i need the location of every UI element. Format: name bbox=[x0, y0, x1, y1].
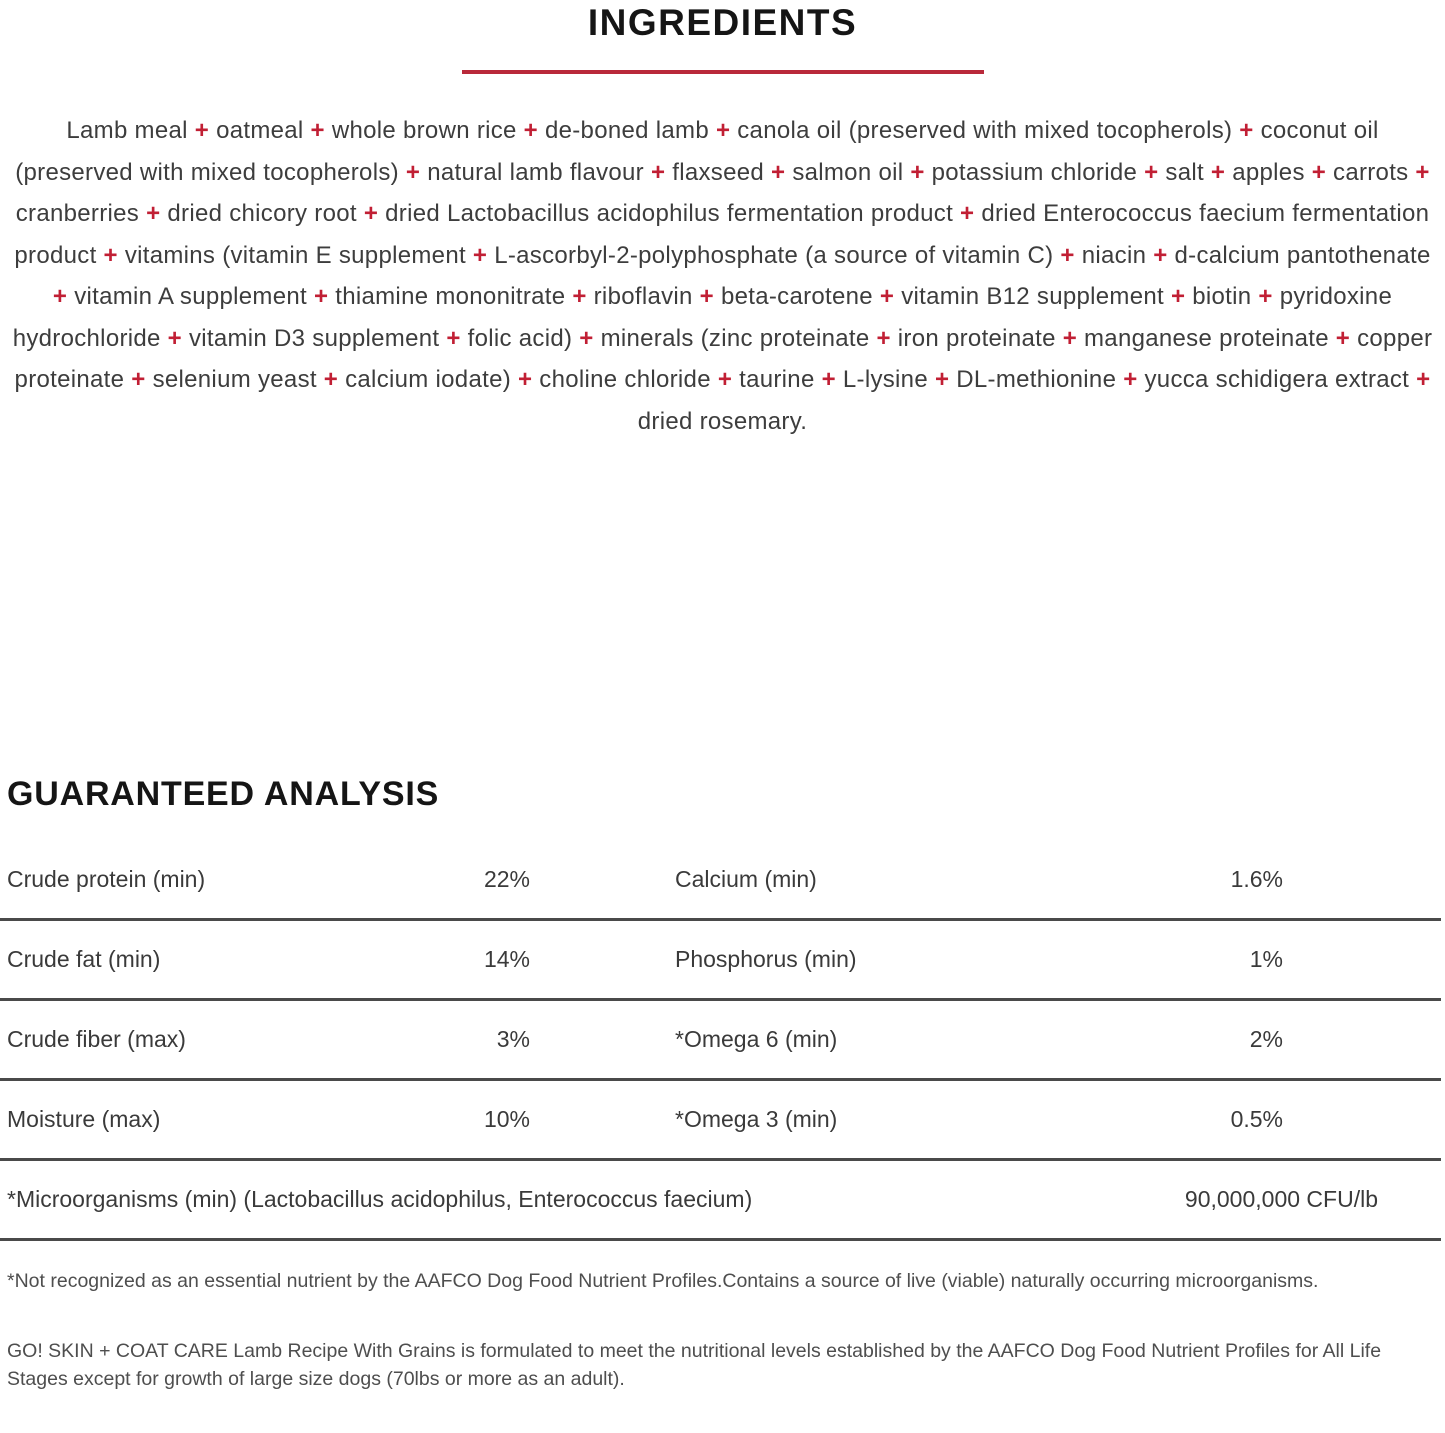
ingredient-item: salt bbox=[1165, 158, 1204, 186]
plus-separator: + bbox=[511, 366, 540, 393]
plus-separator: + bbox=[1328, 324, 1358, 352]
plus-separator: + bbox=[439, 324, 468, 352]
plus-separator: + bbox=[1055, 324, 1084, 352]
plus-separator: + bbox=[1304, 158, 1334, 186]
ingredient-item: carrots bbox=[1333, 158, 1409, 186]
plus-separator: + bbox=[953, 200, 982, 227]
ingredient-item: pyridoxine hydrochloride bbox=[12, 283, 1393, 352]
analysis-row bbox=[0, 865, 1441, 921]
analysis-label: Moisture (max) bbox=[7, 1106, 161, 1132]
analysis-row bbox=[0, 1001, 1441, 1081]
ingredient-item: dried Lactobacillus acidophilus fermentation product bbox=[385, 200, 954, 227]
plus-separator: + bbox=[565, 283, 594, 310]
analysis-label: Phosphorus (min) bbox=[675, 946, 857, 972]
ingredient-item: natural lamb flavour bbox=[427, 158, 644, 186]
plus-separator: + bbox=[710, 366, 740, 393]
plus-separator: + bbox=[708, 117, 738, 144]
guaranteed-analysis-table bbox=[0, 865, 1441, 1241]
ingredient-item: d-calcium pantothenate bbox=[1174, 241, 1431, 269]
analysis-label: Crude protein (min) bbox=[7, 866, 206, 892]
ingredient-item: potassium chloride bbox=[931, 158, 1138, 186]
ingredient-item: canola oil (preserved with mixed tocopherols) bbox=[737, 117, 1233, 144]
plus-separator: + bbox=[903, 158, 932, 186]
ingredient-item: manganese proteinate bbox=[1084, 324, 1329, 352]
analysis-row bbox=[0, 1081, 1441, 1161]
plus-separator: + bbox=[303, 117, 332, 144]
plus-separator: + bbox=[52, 283, 75, 310]
aafco-footnote: *Not recognized as an essential nutrient by the AAFCO Dog Food Nutrient Profiles.Contains a source of live (viable) naturally occurring microorganisms. bbox=[7, 1270, 1319, 1292]
plus-separator: + bbox=[160, 324, 189, 352]
plus-separator: + bbox=[872, 283, 902, 310]
plus-separator: + bbox=[96, 241, 125, 269]
analysis-pair-right bbox=[675, 865, 1283, 893]
ingredient-item: de-boned lamb bbox=[544, 117, 709, 144]
ingredient-item: folic acid) bbox=[467, 324, 573, 352]
analysis-value: 3% bbox=[496, 1026, 530, 1052]
ingredient-item: selenium yeast bbox=[152, 366, 317, 393]
ingredient-item: choline chloride bbox=[539, 366, 711, 393]
ingredient-item: vitamin B12 supplement bbox=[901, 283, 1164, 310]
ingredient-item: coconut oil (preserved with mixed tocopherols) bbox=[15, 117, 1379, 186]
ingredients-header bbox=[0, 0, 1445, 74]
ingredient-item: biotin bbox=[1192, 283, 1252, 310]
red-divider-rule bbox=[462, 70, 984, 74]
analysis-pair-left bbox=[0, 1025, 530, 1053]
aafco-statement: GO! SKIN + COAT CARE Lamb Recipe With Grains is formulated to meet the nutritional levels established by the AAFCO Dog Food Nutrient Profiles for All Life Stages except for growth of large size dogs (70lbs or more as an adult). bbox=[7, 1340, 1382, 1390]
analysis-pair-left bbox=[0, 865, 530, 893]
ingredient-item: cranberries bbox=[15, 200, 140, 227]
plus-separator: + bbox=[1163, 283, 1193, 310]
analysis-value: 1.6% bbox=[1230, 866, 1283, 892]
analysis-label: Crude fiber (max) bbox=[7, 1026, 186, 1052]
plus-separator: + bbox=[356, 200, 386, 227]
ingredient-item: taurine bbox=[739, 366, 815, 393]
ingredient-item: apples bbox=[1232, 158, 1305, 186]
plus-separator: + bbox=[398, 158, 428, 186]
plus-separator: + bbox=[814, 366, 843, 393]
plus-separator: + bbox=[1116, 366, 1145, 393]
ingredient-item: flaxseed bbox=[672, 158, 765, 186]
plus-separator: + bbox=[1053, 241, 1082, 269]
ingredient-item: calcium iodate) bbox=[345, 366, 512, 393]
plus-separator: + bbox=[1232, 117, 1261, 144]
analysis-label: *Omega 6 (min) bbox=[675, 1026, 838, 1052]
ingredient-item: vitamin D3 supplement bbox=[188, 324, 440, 352]
analysis-pair-right bbox=[675, 1105, 1283, 1133]
ingredient-item: L-ascorbyl-2-polyphosphate (a source of vitamin C) bbox=[494, 241, 1054, 269]
ingredient-item: vitamin A supplement bbox=[74, 283, 307, 310]
plus-separator: + bbox=[316, 366, 346, 393]
plus-separator: + bbox=[465, 241, 495, 269]
plus-separator: + bbox=[572, 324, 601, 352]
analysis-value: 90,000,000 CFU/lb bbox=[1184, 1186, 1378, 1212]
ingredient-item: DL-methionine bbox=[956, 366, 1117, 393]
ingredient-item: riboflavin bbox=[593, 283, 693, 310]
plus-separator: + bbox=[692, 283, 721, 310]
analysis-label: *Microorganisms (min) (Lactobacillus acidophilus, Enterococcus faecium) bbox=[7, 1186, 753, 1212]
guaranteed-analysis-title: GUARANTEED ANALYSIS bbox=[7, 775, 440, 813]
ingredient-item: thiamine mononitrate bbox=[335, 283, 566, 310]
plus-separator: + bbox=[187, 117, 217, 144]
analysis-value: 22% bbox=[483, 866, 530, 892]
ingredients-paragraph bbox=[0, 110, 1445, 442]
analysis-row bbox=[0, 1161, 1441, 1241]
plus-separator: + bbox=[1203, 158, 1233, 186]
plus-separator: + bbox=[764, 158, 793, 186]
ingredient-item: vitamins (vitamin E supplement bbox=[124, 241, 466, 269]
plus-separator: + bbox=[1146, 241, 1175, 269]
plus-separator: + bbox=[1408, 158, 1430, 186]
ingredient-item: dried chicory root bbox=[167, 200, 357, 227]
analysis-row bbox=[0, 921, 1441, 1001]
ingredient-item: minerals (zinc proteinate bbox=[600, 324, 870, 352]
ingredient-item: dried rosemary. bbox=[637, 407, 808, 435]
plus-separator: + bbox=[1409, 366, 1431, 393]
ingredient-item: beta-carotene bbox=[720, 283, 873, 310]
analysis-value: 1% bbox=[1249, 946, 1283, 972]
analysis-pair-left bbox=[0, 1105, 530, 1133]
ingredient-item: Lamb meal bbox=[66, 117, 188, 144]
ingredient-item: yucca schidigera extract bbox=[1144, 366, 1410, 393]
plus-separator: + bbox=[927, 366, 957, 393]
analysis-value: 14% bbox=[483, 946, 530, 972]
ingredient-item: iron proteinate bbox=[897, 324, 1056, 352]
plus-separator: + bbox=[869, 324, 898, 352]
analysis-pair-left bbox=[0, 945, 530, 973]
ingredient-item: whole brown rice bbox=[331, 117, 517, 144]
analysis-value: 2% bbox=[1249, 1026, 1283, 1052]
analysis-value: 10% bbox=[483, 1106, 530, 1132]
plus-separator: + bbox=[1251, 283, 1280, 310]
analysis-pair-wide bbox=[0, 1185, 1378, 1213]
plus-separator: + bbox=[516, 117, 545, 144]
ingredient-item: dried Enterococcus faecium fermentation product bbox=[14, 200, 1430, 269]
analysis-label: Calcium (min) bbox=[675, 866, 817, 892]
plus-separator: + bbox=[1137, 158, 1166, 186]
plus-separator: + bbox=[124, 366, 153, 393]
analysis-value: 0.5% bbox=[1230, 1106, 1283, 1132]
analysis-label: Crude fat (min) bbox=[7, 946, 161, 972]
ingredients-title: INGREDIENTS bbox=[587, 2, 858, 43]
analysis-pair-right bbox=[675, 1025, 1283, 1053]
analysis-label: *Omega 3 (min) bbox=[675, 1106, 838, 1132]
plus-separator: + bbox=[643, 158, 673, 186]
plus-separator: + bbox=[306, 283, 336, 310]
ingredient-item: L-lysine bbox=[842, 366, 928, 393]
plus-separator: + bbox=[139, 200, 168, 227]
analysis-pair-right bbox=[675, 945, 1283, 973]
ingredient-item: copper proteinate bbox=[14, 324, 1433, 393]
ingredient-item: niacin bbox=[1081, 241, 1147, 269]
ingredient-item: salmon oil bbox=[792, 158, 904, 186]
ingredient-item: oatmeal bbox=[216, 117, 304, 144]
